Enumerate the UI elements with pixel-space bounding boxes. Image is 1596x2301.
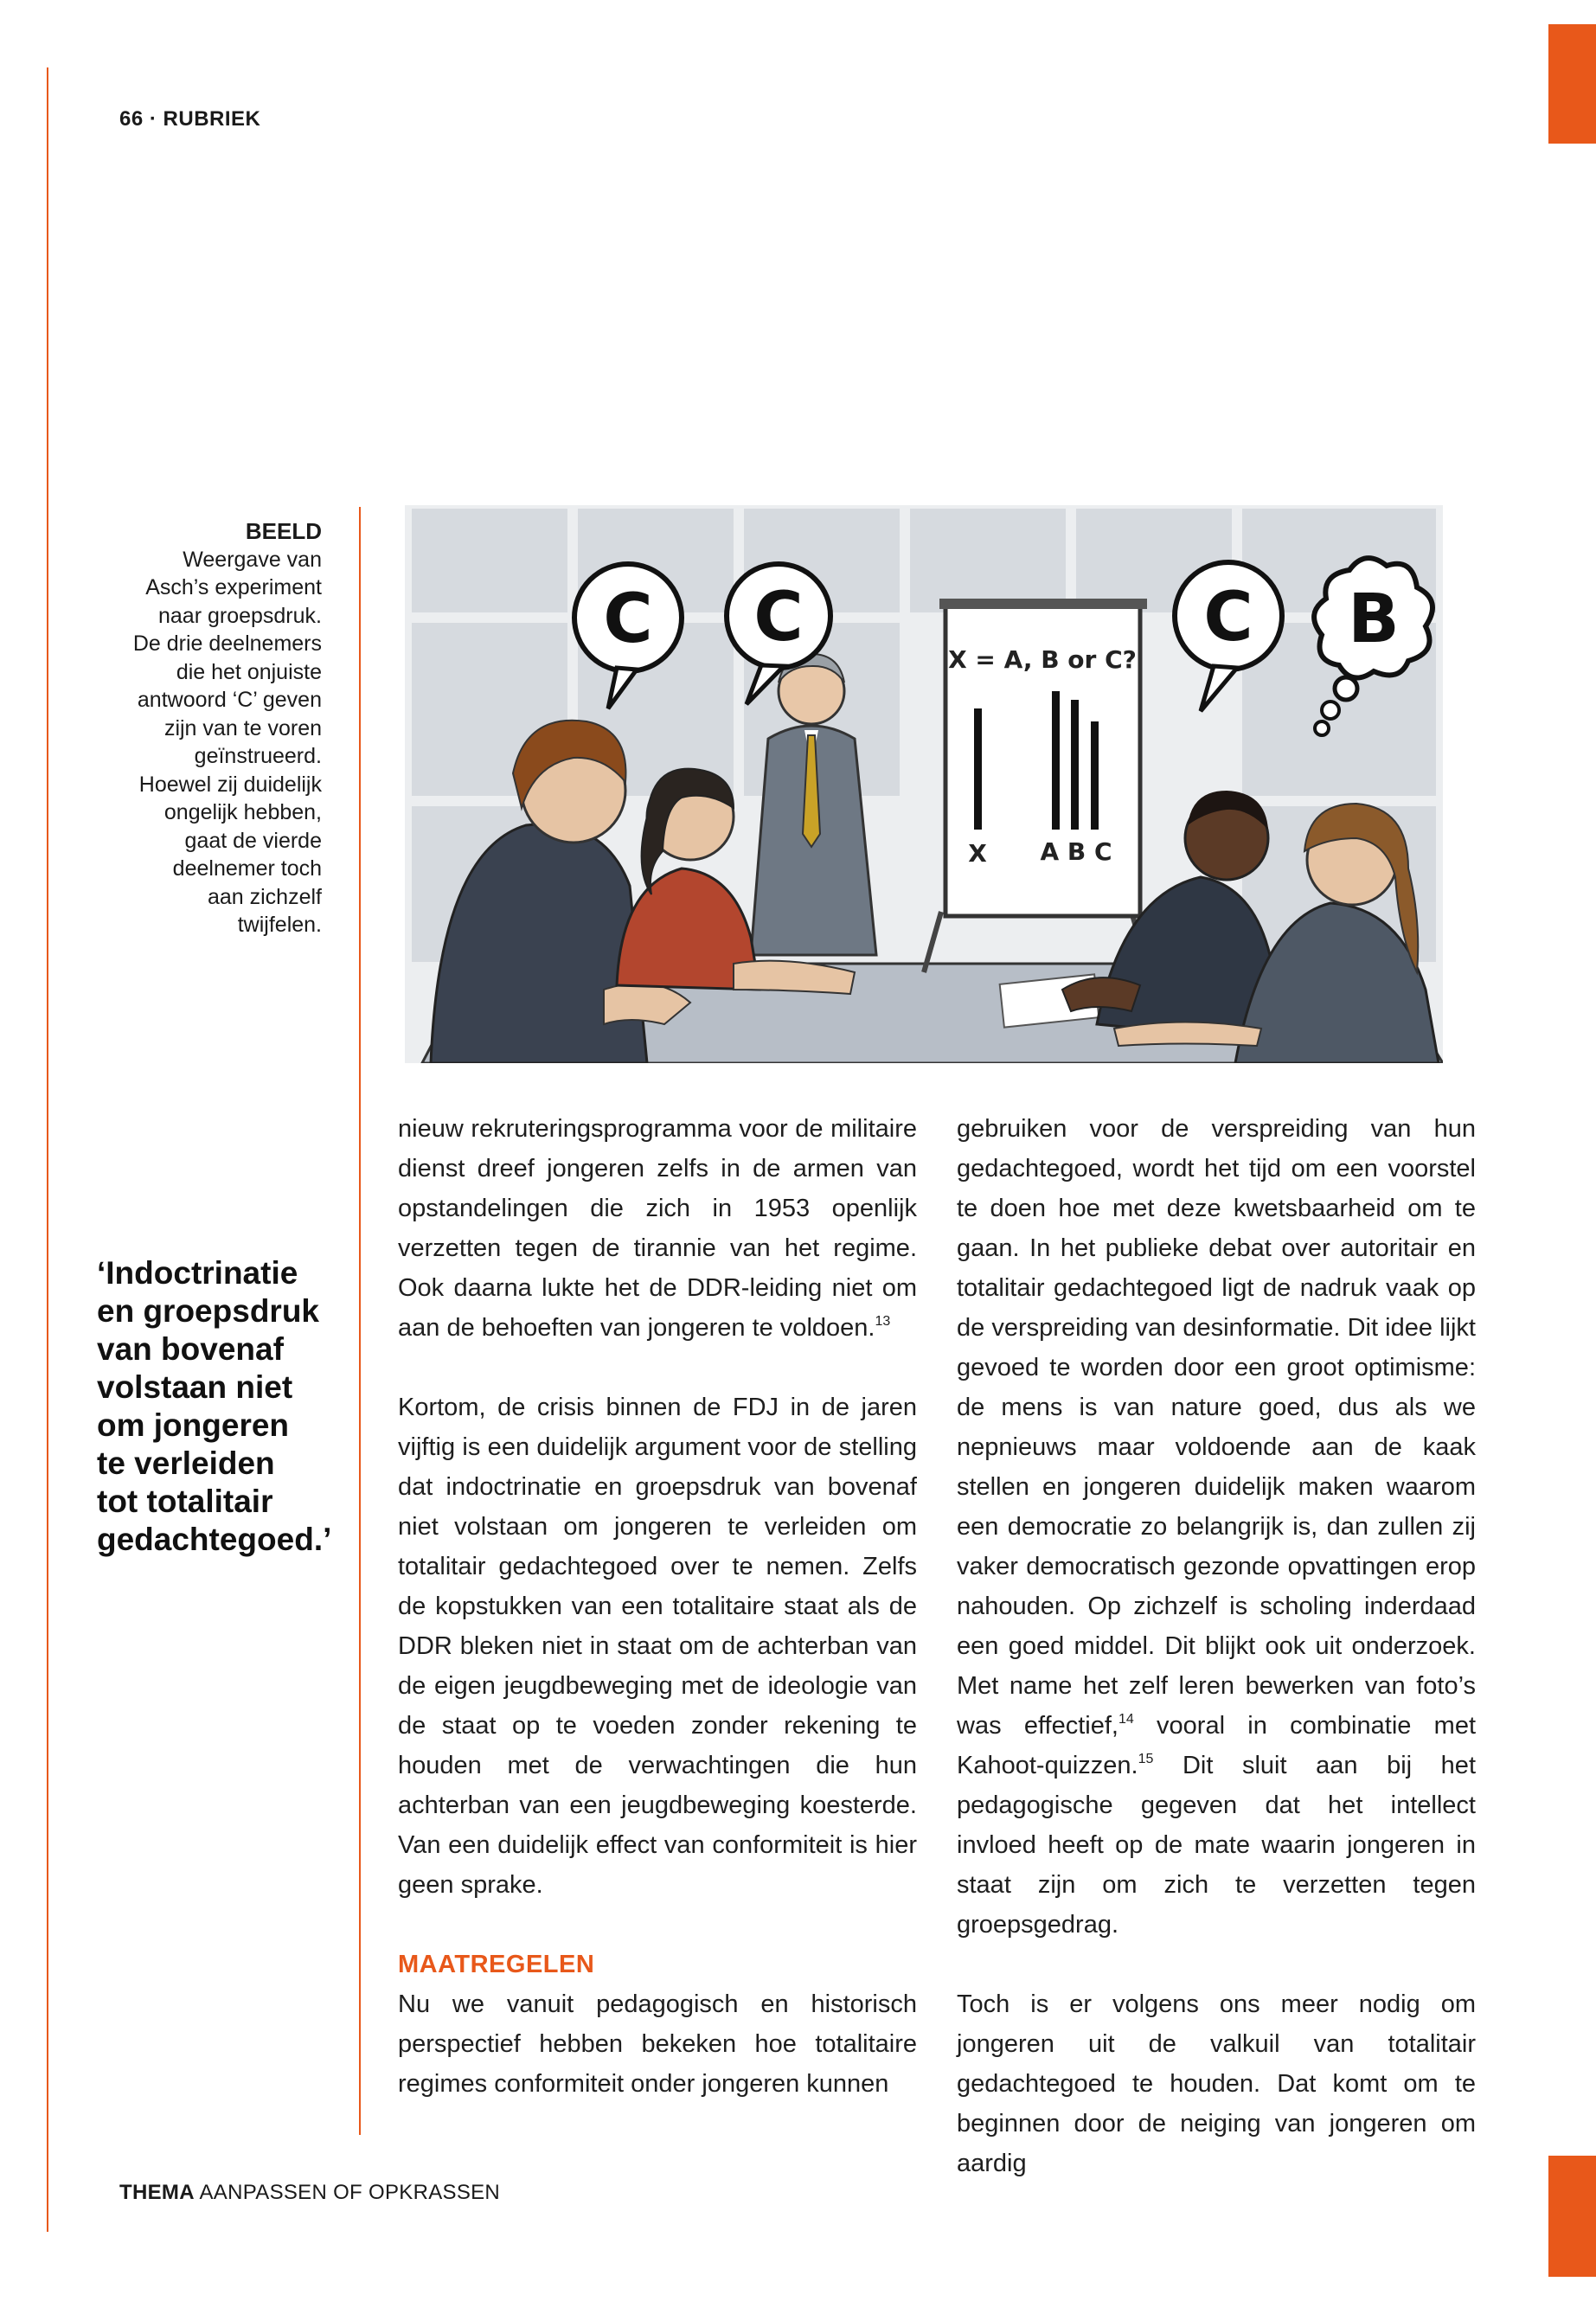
board-label-x: X [968,839,987,868]
section-heading: MAATREGELEN [398,1951,595,1978]
board-question: X = A, B or C? [948,645,1137,674]
pull-quote-line: volstaan niet [97,1369,293,1405]
bubble-letter: C [603,580,653,658]
line-a-mark [1052,691,1060,830]
left-margin-rule [47,67,48,2232]
column-divider-rule [359,507,361,2135]
figure-caption [95,517,322,939]
page-footer [119,2181,500,2205]
caption-line: ongelijk hebben, [163,800,322,824]
page-header [119,107,260,131]
bubble-letter: C [753,579,804,657]
bubble-letter: C [1203,579,1253,657]
header-separator: · [149,107,157,131]
body-column-left [398,1109,917,2104]
caption-line: gaat de vierde [184,828,322,853]
line-x-mark [974,708,982,830]
asch-experiment-illustration [405,505,1443,1063]
pull-quote-line: om jongeren [97,1407,290,1443]
pull-quote-line: en groepsdruk [97,1293,319,1329]
paragraph: Kortom, de crisis binnen de FDJ in de jaren vijftig is een duidelijk argument voor de stelling dat indoctrinatie en groepsdruk van bovenaf niet volstaan om jongeren te verleiden om totalitair gedachtegoed over te nemen. Zelfs de kopstukken van een totalitaire staat als de DDR bleken niet in staat om de achterban van de eigen jeugdbeweging met de ideologie van de staat op te voeden zonder rekening te houden met de verwachtingen die hun achterban van een jeugdbeweging koesterde. Van een duidelijk effect van conformiteit is hier geen sprake. [398,1394,917,1899]
caption-line: De drie deelnemers [132,631,322,656]
caption-line: aan zichzelf [207,884,322,909]
caption-line: geïnstrueerd. [194,744,322,768]
footer-thema: THEMA [119,2181,195,2204]
pull-quote-line: te verleiden [97,1445,275,1481]
flip-chart [924,599,1149,972]
paragraph: nieuw rekruteringsprogramma voor de militaire dienst dreef jongeren zelfs in de armen van opstandelingen die zich in 1953 openlijk verzetten tegen de tirannie van het regime. Ook daarna lukte het de DDR-leiding niet om aan de behoeften van jongeren te voldoen.$^{13}$ [398,1115,917,1342]
caption-line: deelnemer toch [172,856,322,881]
board-label-abc: A B C [1040,837,1112,866]
footer-title: AANPASSEN OF OPKRASSEN [199,2181,501,2204]
bubble-letter: B [1348,580,1400,658]
pull-quote-line: tot totalitair [97,1484,273,1519]
caption-line: antwoord ‘C’ geven [137,688,322,712]
page-edge-tab-top [1548,24,1596,144]
pull-quote [97,1254,356,1559]
caption-line: naar groepsdruk. [157,603,322,628]
paragraph: Nu we vanuit pedagogisch en historisch perspectief hebben bekeken hoe totalitaire regimes conformiteit onder jongeren kunnen [398,1990,917,2098]
caption-line: Weergave van [183,547,322,572]
line-b-mark [1071,700,1079,830]
caption-title: BEELD [245,518,322,544]
paragraph: Toch is er volgens ons meer nodig om jongeren uit de valkuil van totalitair gedachtegoed te houden. Dat komt om te beginnen door de neiging van jongeren om aardig [957,1990,1476,2177]
caption-line: die het onjuiste [176,659,322,684]
pull-quote-line: van bovenaf [97,1331,284,1367]
footnote-ref: 13 [875,1314,891,1329]
caption-line: Asch’s experiment [145,575,322,599]
paragraph: gebruiken voor de verspreiding van hun gedachtegoed, wordt het tijd om een voorstel te doen hoe met deze kwetsbaarheid om te gaan. In het publieke debat over autoritair en totalitair gedachtegoed ligt de nadruk vaak op de verspreiding van desinformatie. Dit idee lijkt gevoed te worden door een groot optimisme: de mens is van nature goed, dus als we nepnieuws maar voldoende aan de kaak stellen en jongeren duidelijk maken waarom een democratie zo belangrijk is, dan zullen zij vaker democratisch gezonde opvattingen erop nahouden. Op zichzelf is scholing inderdaad een goed middel. Dit blijkt ook uit onderzoek. Met name het zelf leren bewerken van foto’s was effectief,$^{14}$ vooral in combinatie met Kahoot-quizzen.$^{15}$ Dit sluit aan bij het pedagogische gegeven dat het intellect invloed heeft op de mate waarin jongeren in staat zijn om zich te verzetten tegen groepsgedrag. [957,1115,1477,1939]
body-column-right [957,1109,1476,2183]
pull-quote-line: gedachtegoed.’ [97,1522,332,1557]
pull-quote-line: ‘Indoctrinatie [97,1255,298,1291]
caption-line: zijn van te voren [163,715,322,740]
footnote-ref: 15 [1138,1752,1154,1766]
line-c-mark [1091,721,1099,830]
footnote-ref: 14 [1118,1712,1134,1727]
page-edge-tab-bottom [1548,2156,1596,2277]
page-number: 66 [119,107,144,131]
caption-line: twijfelen. [237,913,322,937]
section-name: RUBRIEK [163,107,261,131]
caption-line: Hoewel zij duidelijk [138,772,322,797]
